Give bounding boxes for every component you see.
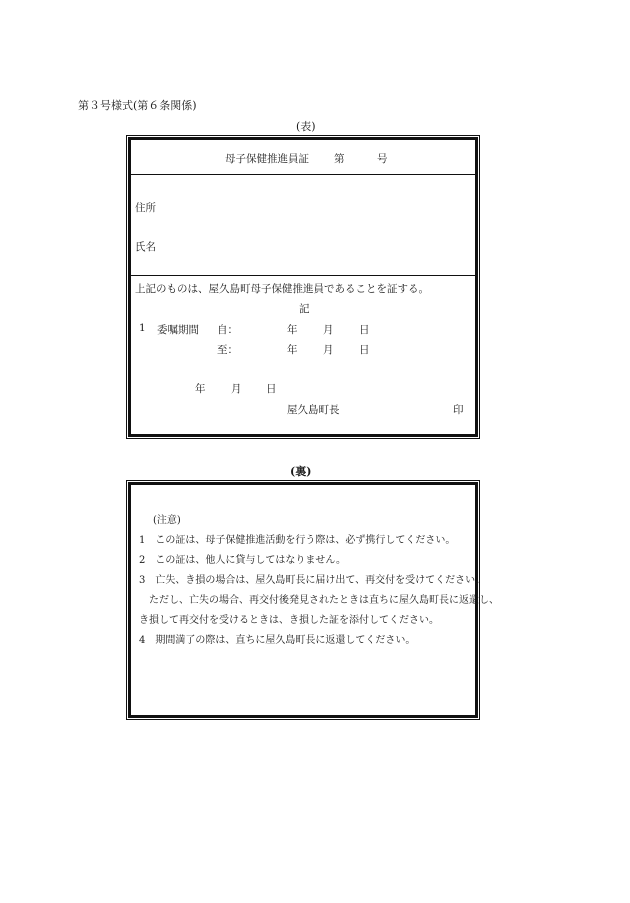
term-to-day: 日 (359, 344, 370, 356)
form-number-heading: 第３号様式(第６条関係) (78, 99, 197, 112)
term-to-month: 月 (323, 344, 334, 356)
title-row (131, 140, 475, 175)
certificate-back-card (128, 482, 499, 718)
certificate-title: 母子保健推進員証 (225, 153, 309, 165)
certificate-front-card (128, 137, 478, 437)
term-item-number: 1 (139, 322, 146, 334)
notes-heading: (注意) (153, 515, 181, 526)
term-label: 委嘱期間 (157, 324, 199, 336)
name-label: 氏名 (135, 241, 156, 253)
term-to-label: 至： (217, 344, 238, 356)
seal-mark: 印 (453, 404, 464, 416)
term-from-month: 月 (323, 324, 334, 336)
note-item: 2 この証は、他人に貸与してはなりません。 (139, 555, 346, 566)
note-item-continuation: ただし、亡失の場合、再交付後発見されたときは直ちに屋久島町長に返還し、 (139, 595, 499, 606)
number-suffix: 号 (377, 153, 388, 165)
term-from-year: 年 (287, 324, 298, 336)
back-side-label: (裏) (290, 465, 312, 478)
term-from-label: 自： (217, 324, 238, 336)
note-item: 4 期間満了の際は、直ちに屋久島町長に返還してください。 (139, 635, 416, 646)
note-item-continuation: き損して再交付を受けるときは、き損した証を添付してください。 (139, 615, 439, 626)
note-item: 1 この証は、母子保健推進活動を行う際は、必ず携行してください。 (139, 535, 456, 546)
front-side-label: (表) (296, 120, 316, 133)
note-item: 3 亡失、き損の場合は、屋久島町長に届け出て、再交付を受けてください。 (139, 575, 486, 586)
term-from-day: 日 (359, 324, 370, 336)
term-to-year: 年 (287, 344, 298, 356)
address-name-row (131, 174, 475, 276)
issuer-title: 屋久島町長 (287, 404, 340, 416)
issue-month: 月 (231, 383, 242, 395)
record-label: 記 (299, 303, 310, 315)
issue-year: 年 (195, 383, 206, 395)
certification-text: 上記のものは、屋久島町母子保健推進員であることを証する。 (135, 283, 429, 295)
address-label: 住所 (135, 202, 156, 214)
issue-day: 日 (266, 383, 277, 395)
number-prefix: 第 (334, 153, 345, 165)
